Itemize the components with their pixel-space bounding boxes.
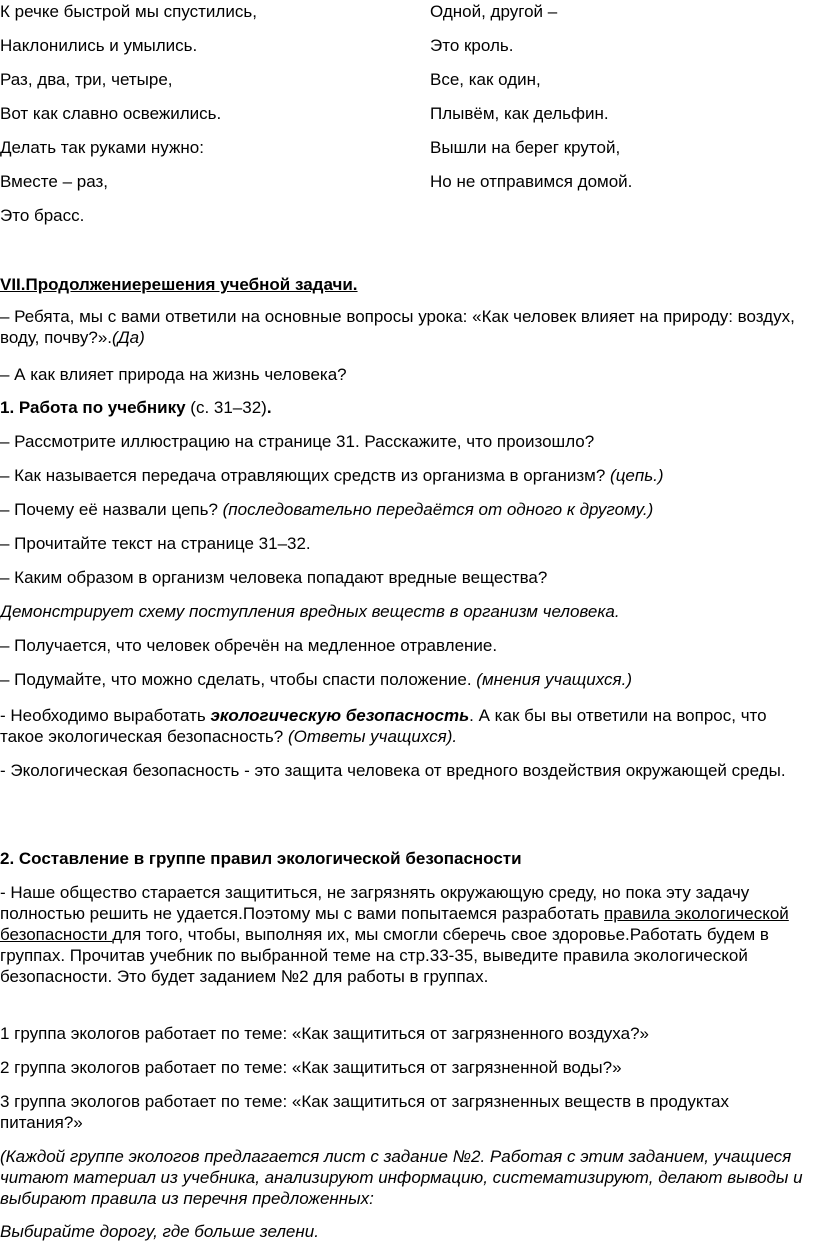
paragraph: – Прочитайте текст на странице 31–32. [0,534,311,553]
paragraph: – Получается, что человек обречён на медленное отравление. [0,636,498,655]
paragraph: – А как влияет природа на жизнь человека? [0,365,347,384]
poem-line: Наклонились и умылись. [0,36,198,55]
poem-line: Это кроль. [430,36,514,55]
paragraph: – Почему её назвали цепь? (последовательно передаётся от одного к другому.) [0,500,654,519]
paragraph: 3 группа экологов работает по теме: «Как защититься от загрязненных веществ в продуктах питания?» [0,1092,730,1132]
paragraph: 2 группа экологов работает по теме: «Как защититься от загрязненной воды?» [0,1058,622,1077]
poem-line: Плывём, как дельфин. [430,104,609,123]
paragraph: 1 группа экологов работает по теме: «Как защититься от загрязненного воздуха?» [0,1024,649,1043]
paragraph: – Как называется передача отравляющих средств из организма в организм? (цепь.) [0,466,664,485]
poem-line: Одной, другой – [430,2,558,21]
paragraph: - Экологическая безопасность - это защита человека от вредного воздействия окружающей среды. [0,761,786,780]
poem-line: Это брасс. [0,206,85,225]
paragraph: Выбирайте дорогу, где больше зелени. [0,1222,319,1241]
poem-line: Вместе – раз, [0,172,108,191]
paragraph: – Подумайте, что можно сделать, чтобы спасти положение. (мнения учащихся.) [0,670,632,689]
poem-line: Делать так руками нужно: [0,138,204,157]
poem-line: Вышли на берег крутой, [430,138,621,157]
paragraph: - Необходимо выработать экологическую безопасность. А как бы вы ответили на вопрос, что такое экологическая безопасность? (Ответы учащихся). [0,706,767,746]
paragraph: (Каждой группе экологов предлагается лист с задание №2. Работая с этим заданием, учащиеся читают материал из учебника, анализируют информацию, систематизируют, делают выводы и выбирают правила из перечня предложенных: [0,1147,803,1208]
paragraph: – Ребята, мы с вами ответили на основные вопросы урока: «Как человек влияет на природу: воздух, воду, почву?».(Да) [0,307,795,347]
section-heading: 2. Составление в группе правил экологической безопасности [0,849,522,868]
paragraph: – Каким образом в организм человека попадают вредные вещества? [0,568,548,587]
poem-line: Все, как один, [430,70,541,89]
poem-line: К речке быстрой мы спустились, [0,2,257,21]
task-heading: 1. Работа по учебнику (с. 31–32). [0,398,272,417]
section-heading: VII.Продолжениерешения учебной задачи. [0,275,358,294]
paragraph: – Рассмотрите иллюстрацию на странице 31. Расскажите, что произошло? [0,432,595,451]
poem-line: Вот как славно освежились. [0,104,222,123]
poem-line: Но не отправимся домой. [430,172,633,191]
paragraph: - Наше общество старается защититься, не загрязнять окружающую среду, но пока эту задачу полностью решить не удается.Поэтому мы с вами попытаемся разработать правила экологической безопасности для того, чтобы, выполняя их, мы смогли сберечь свое здоровье.Работать будем в группах. Прочитав учебник по выбранной теме на стр.33-35, выведите правила экологической безопасности. Это будет заданием №2 для работы в группах. [0,883,789,986]
paragraph: Демонстрирует схему поступления вредных веществ в организм человека. [0,602,620,621]
poem-line: Раз, два, три, четыре, [0,70,173,89]
